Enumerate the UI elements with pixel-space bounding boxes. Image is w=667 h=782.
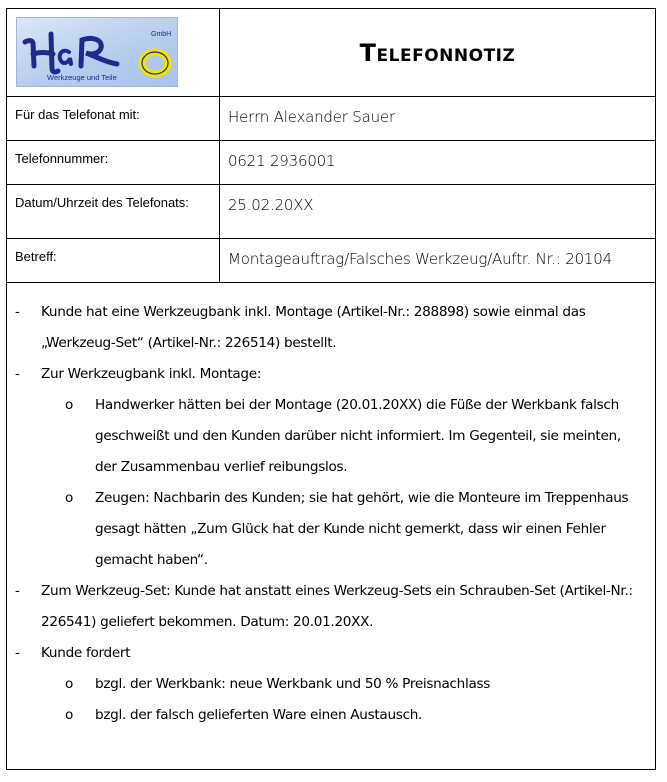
list-item (15, 638, 645, 669)
dash-bullet: - (15, 366, 20, 382)
sub-list-item (15, 669, 645, 700)
company-logo (16, 17, 178, 87)
sub-list-item (15, 700, 645, 731)
note-text: bzgl. der Werkbank: neue Werkbank und 50 % Preisnachlass (95, 676, 491, 692)
field-value-phone: 0621 2936001 (220, 141, 656, 185)
field-label: Telefonnummer: (7, 141, 220, 185)
note-text: Kunde hat eine Werkzeugbank inkl. Montage (Artikel-Nr.: 288898) sowie einmal das „Werkzeug-Set“ (Artikel-Nr.: 226514) bestellt. (41, 304, 586, 351)
note-text: bzgl. der falsch gelieferten Ware einen Austausch. (95, 707, 423, 723)
field-value-caller: Herrn Alexander Sauer (220, 97, 656, 141)
list-item (15, 576, 645, 638)
note-text: Kunde fordert (41, 645, 131, 661)
list-item (15, 297, 645, 359)
list-item (15, 359, 645, 390)
sub-list-item (15, 483, 645, 576)
notes-section (7, 283, 655, 731)
circle-bullet: o (65, 490, 74, 506)
field-label: Betreff: (7, 239, 220, 283)
note-text: Handwerker hätten bei der Montage (20.01.20XX) die Füße der Werkbank falsch geschweißt und den Kunden darüber nicht informiert. Im Gegenteil, sie meinten, der Zusammenbau verlief reibungslos. (95, 397, 621, 475)
header-table (7, 9, 655, 283)
sub-list-item (15, 390, 645, 483)
note-text: Zeugen: Nachbarin des Kunden; sie hat gehört, wie die Monteure im Treppenhaus gesagt hätten „Zum Glück hat der Kunde nicht gemerkt, dass wir einen Fehler gemacht haben“. (95, 490, 629, 568)
field-value-subject: Montageauftrag/Falsches Werkzeug/Auftr. Nr.: 20104 (220, 239, 656, 283)
dash-bullet: - (15, 583, 20, 599)
circle-bullet: o (65, 676, 74, 692)
dash-bullet: - (15, 645, 20, 661)
logo-suffix: GmbH (151, 31, 172, 38)
logo-tagline: Werkzeuge und Teile (47, 73, 117, 82)
field-label: Datum/Uhrzeit des Telefonats: (7, 185, 220, 239)
note-text: Zum Werkzeug-Set: Kunde hat anstatt eines Werkzeug-Sets ein Schrauben-Set (Artikel-Nr.: 226541) geliefert bekommen. Datum: 20.01.20XX. (41, 583, 633, 630)
dash-bullet: - (15, 304, 20, 320)
haro-logo-graphic (17, 18, 177, 86)
field-value-date: 25.02.20XX (220, 185, 656, 239)
title-cell (220, 9, 656, 97)
field-label: Für das Telefonat mit: (7, 97, 220, 141)
note-text: Zur Werkzeugbank inkl. Montage: (41, 366, 262, 382)
logo-cell (7, 9, 220, 97)
telephone-note-form (6, 8, 656, 770)
page-title: Telefonnotiz (359, 38, 516, 67)
circle-bullet: o (65, 397, 74, 413)
circle-bullet: o (65, 707, 74, 723)
